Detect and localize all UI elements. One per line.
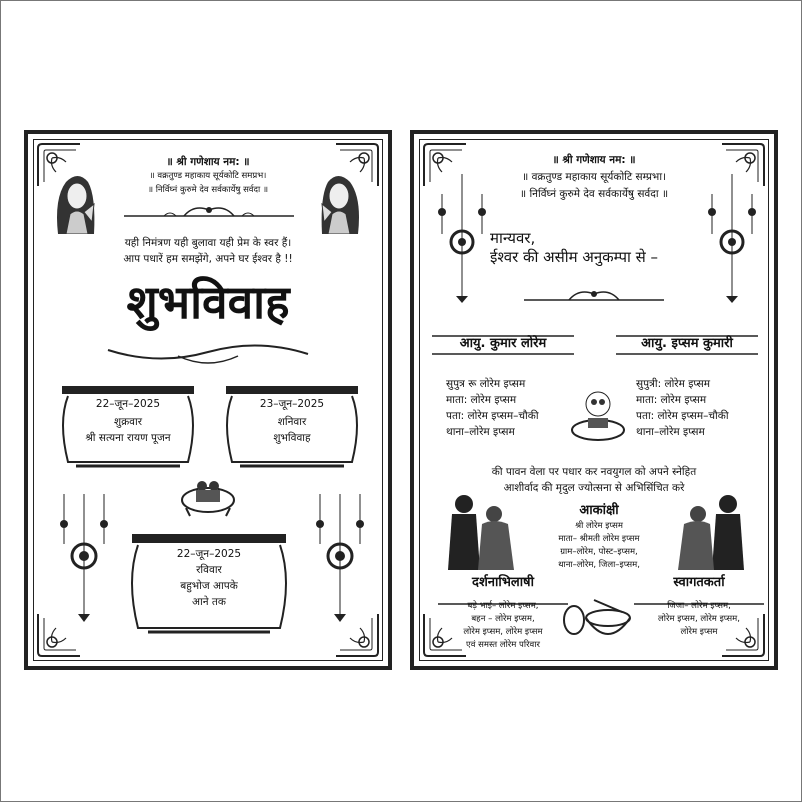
right-shloka-line2: ॥ निर्विघ्नं कुरुमे देव सर्वकार्येषु सर्वदा ॥ <box>519 188 669 200</box>
event1-day: शुक्रवार <box>113 416 143 428</box>
floral-divider-icon <box>124 204 294 220</box>
akanksha-line2: माता– श्रीमती लोरेम इप्सम <box>558 534 640 544</box>
invite-line2: आप पधारें हम समझेंगे, अपने घर ईश्वर है !! <box>123 253 293 265</box>
bride-line4: थाना–लोरेम इप्सम <box>636 426 705 438</box>
bride-line2: माता: लोरेम इप्सम <box>636 394 707 406</box>
event3-date: 22–जून–2025 <box>176 548 242 560</box>
swagat-line2: लोरेम इप्सम, लोरेम इप्सम, <box>658 614 740 624</box>
blessing-line2: आशीर्वाद की मृदुल ज्योत्सना से अभिसिंचित करे <box>503 482 685 494</box>
event2-day: शनिवार <box>277 416 307 428</box>
event2-name: शुभविवाह <box>273 432 311 444</box>
event3-day: रविवार <box>196 564 222 576</box>
name-bar-decoration <box>634 592 764 598</box>
akanksha-line1: श्री लोरेम इप्सम <box>575 521 623 531</box>
hanging-ornament-icon <box>54 494 114 624</box>
name-bar-decoration <box>438 592 568 598</box>
darshan-line3: लोरेम इप्सम, लोरेम इप्सम <box>463 627 543 637</box>
hanging-ornament-icon <box>704 174 760 304</box>
bride-line1: सुपुत्री: लोरेम इप्सम <box>636 378 711 390</box>
couple-emblem-icon <box>180 470 236 518</box>
right-card <box>410 130 778 670</box>
swagat-line3: लोरेम इप्सम <box>680 627 718 637</box>
groom-line2: माता: लोरेम इप्सम <box>446 394 517 406</box>
event1-name: श्री सत्यना रायण पूजन <box>85 432 171 444</box>
left-shloka-line1: ॥ वक्रतुण्ड महाकाय सूर्यकोटि समप्रभ। <box>149 171 267 181</box>
event1-date: 22–जून–2025 <box>95 398 161 410</box>
right-shloka-title: ॥ श्री गणेशाय नम: ॥ <box>552 154 636 166</box>
hanging-ornament-icon <box>310 494 370 624</box>
event2-date: 23–जून–2025 <box>259 398 325 410</box>
greeting-line2: ईश्वर की असीम अनुकम्पा से – <box>490 248 659 266</box>
blessing-line1: की पावन वेला पर पधार कर नवयुगल को अपने स्नेहित <box>491 466 697 478</box>
event3-name-line2: आने तक <box>192 596 226 608</box>
swagat-line1: जिजा– लोरेम इप्सम, <box>667 601 731 611</box>
invite-line1: यही निमंत्रण यही बुलावा यही प्रेम के स्वर हैं। <box>124 237 292 249</box>
shubh-vivah-title: शुभविवाह <box>126 275 290 329</box>
darshan-line2: बहन – लोरेम इप्सम, <box>471 614 535 624</box>
bride-line3: पता: लोरेम इप्सम–चौकी <box>636 410 729 422</box>
greeting-line1: मान्यवर, <box>490 229 536 247</box>
swagat-title: स्वागतकर्ता <box>673 575 725 590</box>
groom-name: आयु. कुमार लोरेम <box>428 337 578 352</box>
hanging-ornament-icon <box>434 174 490 304</box>
event3-name-line1: बहुभोज आपके <box>180 580 238 592</box>
left-shloka-title: ॥ श्री गणेशाय नम: ॥ <box>166 156 250 168</box>
couple-emblem-icon <box>570 388 626 448</box>
darshan-line4: एवं समस्त लोरेम परिवार <box>466 640 540 650</box>
groom-line3: पता: लोरेम इप्सम–चौकी <box>446 410 539 422</box>
left-card <box>24 130 392 670</box>
bride-name: आयु. इप्सम कुमारी <box>612 337 762 352</box>
groom-line4: थाना–लोरेम इप्सम <box>446 426 515 438</box>
groom-line1: सुपुत्र रू लोरेम इप्सम <box>446 378 526 390</box>
title-swirl-icon <box>98 330 318 366</box>
akanksha-line3: ग्राम–लोरेम, पोस्ट–इप्सम, <box>560 547 638 557</box>
groom-bride-illustration-icon <box>438 490 522 570</box>
right-shloka-line1: ॥ वक्रतुण्ड महाकाय सूर्यकोटि सम्प्रभा। <box>521 171 667 183</box>
left-shloka-line2: ॥ निर्विघ्नं कुरुमे देव सर्वकार्येषु सर्वदा ॥ <box>147 185 269 195</box>
darshan-line1: बड़े भाई– लोरेम इप्सम, <box>467 601 539 611</box>
darshan-title: दर्शनाभिलाषी <box>472 575 534 590</box>
floral-divider-icon <box>524 288 664 304</box>
akanksha-line4: थाना–लोरेम, जिला–इप्सम, <box>558 560 640 570</box>
akanksha-title: आकांक्षी <box>579 503 619 518</box>
